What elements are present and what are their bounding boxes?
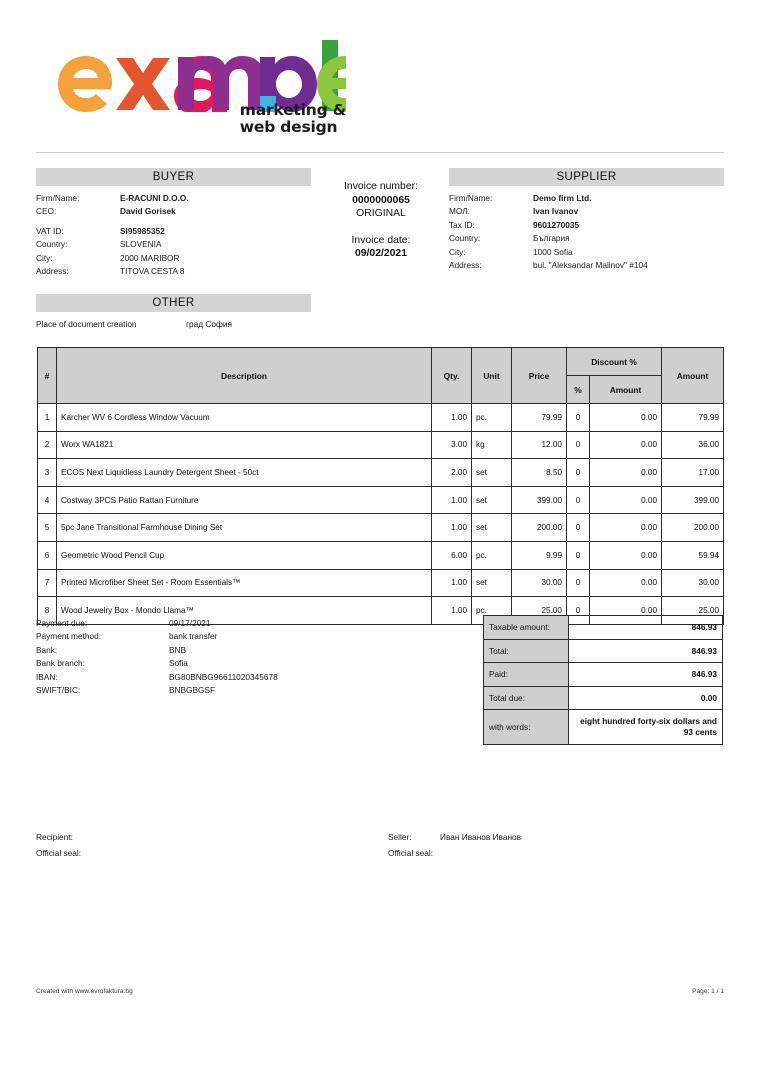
other-place-row bbox=[36, 319, 311, 329]
supplier-country-label: Country: bbox=[449, 233, 481, 244]
supplier-address-value: bul. "Aleksandar Malinov" #104 bbox=[533, 260, 648, 271]
totals-row-taxable bbox=[484, 616, 723, 640]
cell-qty: 2.00 bbox=[432, 459, 472, 487]
payment-branch-label: Bank branch: bbox=[36, 658, 85, 669]
invoice-date-label: Invoice date: bbox=[351, 234, 411, 246]
table-row bbox=[38, 569, 724, 597]
table-row bbox=[38, 486, 724, 514]
cell-discount-amount: 0.00 bbox=[590, 597, 662, 625]
col-header-amount: Amount bbox=[662, 348, 724, 404]
cell-discount-pct: 0 bbox=[567, 404, 590, 432]
line-items-body bbox=[38, 404, 724, 625]
col-header-description: Description bbox=[57, 348, 432, 404]
buyer-field-address bbox=[36, 265, 311, 278]
cell-discount-amount: 0.00 bbox=[590, 569, 662, 597]
cell-unit: set bbox=[472, 514, 512, 542]
payment-bank-label: Bank: bbox=[36, 644, 58, 655]
supplier-block bbox=[449, 168, 724, 272]
cell-qty: 1.00 bbox=[432, 404, 472, 432]
cell-amount: 59.94 bbox=[662, 541, 724, 569]
cell-num: 5 bbox=[38, 514, 57, 542]
supplier-mol-label: МОЛ: bbox=[449, 206, 471, 217]
payment-row-due bbox=[36, 617, 278, 630]
cell-qty: 1.00 bbox=[432, 514, 472, 542]
cell-discount-amount: 0.00 bbox=[590, 459, 662, 487]
cell-price: 12.00 bbox=[512, 431, 567, 459]
supplier-field-firm bbox=[449, 192, 724, 205]
cell-description: Costway 3PCS Patio Rattan Furniture bbox=[57, 486, 432, 514]
cell-unit: set bbox=[472, 486, 512, 514]
supplier-city-value: 1000 Sofia bbox=[533, 246, 573, 257]
payment-method-value: bank transfer bbox=[169, 631, 218, 642]
col-header-discount-group: Discount % bbox=[567, 348, 662, 376]
cell-amount: 17.00 bbox=[662, 459, 724, 487]
cell-amount: 399.00 bbox=[662, 486, 724, 514]
col-header-unit: Unit bbox=[472, 348, 512, 404]
cell-num: 2 bbox=[38, 431, 57, 459]
buyer-vat-label: VAT ID: bbox=[36, 225, 64, 236]
cell-description: Karcher WV 6 Cordless Window Vacuum bbox=[57, 404, 432, 432]
totals-row-paid bbox=[484, 663, 723, 687]
seller-value: Иван Иванов Иванов bbox=[440, 832, 522, 842]
other-heading: OTHER bbox=[36, 294, 311, 312]
invoice-date-value: 09/02/2021 bbox=[354, 248, 407, 260]
buyer-country-value: SLOVENIA bbox=[120, 239, 162, 250]
cell-discount-amount: 0.00 bbox=[590, 541, 662, 569]
line-items-head bbox=[38, 348, 724, 404]
cell-discount-amount: 0.00 bbox=[590, 514, 662, 542]
cell-description: Geometric Wood Pencil Cup bbox=[57, 541, 432, 569]
line-items-table bbox=[37, 347, 724, 625]
payment-branch-value: Sofia bbox=[169, 658, 188, 669]
buyer-heading: BUYER bbox=[36, 168, 311, 186]
other-block bbox=[36, 294, 311, 329]
cell-unit: pc. bbox=[472, 404, 512, 432]
payment-row-bank bbox=[36, 644, 278, 657]
buyer-city-label: City: bbox=[36, 252, 53, 263]
cell-num: 6 bbox=[38, 541, 57, 569]
buyer-firm-label: Firm/Name: bbox=[36, 193, 80, 203]
col-header-qty: Qty. bbox=[432, 348, 472, 404]
cell-discount-pct: 0 bbox=[567, 514, 590, 542]
buyer-ceo-label: CEO: bbox=[36, 206, 57, 217]
cell-discount-pct: 0 bbox=[567, 597, 590, 625]
supplier-taxid-value: 9601270035 bbox=[533, 219, 580, 230]
cell-discount-pct: 0 bbox=[567, 569, 590, 597]
col-header-discount-pct: % bbox=[567, 376, 590, 404]
payment-iban-value: BG80BNBG96611020345678 bbox=[169, 671, 278, 682]
totals-table bbox=[483, 615, 723, 745]
cell-price: 79.99 bbox=[512, 404, 567, 432]
supplier-field-city bbox=[449, 246, 724, 259]
buyer-city-value: 2000 MARIBOR bbox=[120, 252, 180, 263]
buyer-country-label: Country: bbox=[36, 239, 68, 250]
cell-price: 200.00 bbox=[512, 514, 567, 542]
buyer-block bbox=[36, 168, 311, 278]
buyer-vat-value: SI95985352 bbox=[120, 225, 165, 236]
supplier-city-label: City: bbox=[449, 246, 466, 257]
totals-due-label: Total due: bbox=[484, 686, 569, 710]
payment-swift-value: BNBGBGSF bbox=[169, 685, 216, 696]
cell-discount-pct: 0 bbox=[567, 486, 590, 514]
buyer-address-label: Address: bbox=[36, 266, 69, 277]
cell-unit: set bbox=[472, 569, 512, 597]
cell-discount-pct: 0 bbox=[567, 431, 590, 459]
cell-qty: 1.00 bbox=[432, 597, 472, 625]
invoice-meta-spacer bbox=[318, 221, 444, 234]
cell-num: 8 bbox=[38, 597, 57, 625]
supplier-firm-label: Firm/Name: bbox=[449, 193, 493, 203]
seller-row bbox=[388, 830, 521, 846]
cell-description: Wood Jewelry Box - Mondo Llama™ bbox=[57, 597, 432, 625]
recipient-label: Recipient: bbox=[36, 832, 73, 842]
totals-words-value: eight hundred forty-six dollars and 93 cents bbox=[569, 710, 723, 745]
cell-amount: 30.00 bbox=[662, 569, 724, 597]
cell-price: 399.00 bbox=[512, 486, 567, 514]
supplier-field-address bbox=[449, 259, 724, 272]
seller-seal-label: Official seal: bbox=[388, 847, 434, 858]
buyer-field-vat bbox=[36, 225, 311, 238]
table-row bbox=[38, 404, 724, 432]
cell-amount: 25.00 bbox=[662, 597, 724, 625]
payment-bank-value: BNB bbox=[169, 644, 187, 655]
payment-iban-label: IBAN: bbox=[36, 671, 58, 682]
recipient-seal-label: Official seal: bbox=[36, 847, 82, 858]
buyer-address-value: TITOVA CESTA 8 bbox=[120, 266, 185, 277]
logo-tagline-line2: web design bbox=[239, 118, 338, 137]
cell-num: 1 bbox=[38, 404, 57, 432]
header-row-main bbox=[38, 348, 724, 376]
totals-row-due bbox=[484, 686, 723, 710]
buyer-field-firm bbox=[36, 192, 311, 205]
seller-signature-block bbox=[388, 830, 521, 861]
table-row bbox=[38, 541, 724, 569]
cell-num: 3 bbox=[38, 459, 57, 487]
buyer-fields bbox=[36, 192, 311, 278]
totals-row-total bbox=[484, 639, 723, 663]
cell-description: 5pc Jane Transitional Farmhouse Dining Set bbox=[57, 514, 432, 542]
recipient-seal-row bbox=[36, 846, 88, 862]
seller-seal-row bbox=[388, 846, 521, 862]
cell-qty: 1.00 bbox=[432, 569, 472, 597]
cell-discount-amount: 0.00 bbox=[590, 486, 662, 514]
col-header-discount-amount: Amount bbox=[590, 376, 662, 404]
cell-unit: kg bbox=[472, 431, 512, 459]
cell-discount-pct: 0 bbox=[567, 459, 590, 487]
buyer-ceo-value: David Gorisek bbox=[120, 206, 176, 217]
supplier-field-country bbox=[449, 232, 724, 245]
cell-qty: 6.00 bbox=[432, 541, 472, 569]
invoice-copy-type: ORIGINAL bbox=[356, 208, 406, 220]
totals-taxable-value: 846.93 bbox=[569, 616, 723, 640]
invoice-meta bbox=[318, 180, 444, 261]
logo-tagline-line1: marketing & bbox=[239, 101, 346, 119]
cell-qty: 3.00 bbox=[432, 431, 472, 459]
payment-row-branch bbox=[36, 657, 278, 670]
col-header-num: # bbox=[38, 348, 57, 404]
cell-qty: 1.00 bbox=[432, 486, 472, 514]
cell-unit: set bbox=[472, 459, 512, 487]
supplier-fields bbox=[449, 192, 724, 272]
table-row bbox=[38, 514, 724, 542]
supplier-field-taxid bbox=[449, 219, 724, 232]
table-row bbox=[38, 431, 724, 459]
invoice-number-value: 0000000065 bbox=[352, 194, 410, 206]
totals-paid-value: 846.93 bbox=[569, 663, 723, 687]
payment-row-swift bbox=[36, 684, 278, 697]
totals-total-label: Total: bbox=[484, 639, 569, 663]
buyer-field-city bbox=[36, 252, 311, 265]
cell-discount-pct: 0 bbox=[567, 541, 590, 569]
col-header-price: Price bbox=[512, 348, 567, 404]
buyer-field-country bbox=[36, 238, 311, 251]
supplier-address-label: Address: bbox=[449, 260, 482, 271]
footer-page-number: Page: 1 / 1 bbox=[692, 988, 724, 995]
supplier-firm-value: Demo firm Ltd. bbox=[533, 193, 592, 203]
cell-amount: 36.00 bbox=[662, 431, 724, 459]
totals-taxable-label: Taxable amount: bbox=[484, 616, 569, 640]
other-place-label: Place of document creation bbox=[36, 319, 137, 329]
cell-description: ECOS Next Liquidless Laundry Detergent Sheet - 50ct bbox=[57, 459, 432, 487]
supplier-heading: SUPPLIER bbox=[449, 168, 724, 186]
cell-discount-amount: 0.00 bbox=[590, 431, 662, 459]
payment-row-method bbox=[36, 630, 278, 643]
header-divider bbox=[36, 152, 724, 153]
cell-num: 7 bbox=[38, 569, 57, 597]
totals-due-value: 0.00 bbox=[569, 686, 723, 710]
supplier-mol-value: Ivan Ivanov bbox=[533, 206, 579, 217]
company-logo bbox=[56, 40, 346, 145]
payment-due-value: 09/17/2021 bbox=[169, 618, 211, 628]
cell-description: Worx WA1821 bbox=[57, 431, 432, 459]
table-row bbox=[38, 459, 724, 487]
buyer-field-ceo bbox=[36, 205, 311, 218]
cell-amount: 200.00 bbox=[662, 514, 724, 542]
cell-price: 30.00 bbox=[512, 569, 567, 597]
cell-unit: pc. bbox=[472, 541, 512, 569]
payment-method-label: Payment method: bbox=[36, 631, 102, 642]
other-place-value: град София bbox=[186, 319, 232, 329]
payment-info-block bbox=[36, 617, 278, 697]
logo-tagline bbox=[240, 102, 346, 137]
cell-price: 9.99 bbox=[512, 541, 567, 569]
totals-row-words bbox=[484, 710, 723, 745]
seller-label: Seller: bbox=[388, 832, 412, 842]
cell-amount: 79.99 bbox=[662, 404, 724, 432]
supplier-field-mol bbox=[449, 205, 724, 218]
buyer-firm-value: E-RACUNI D.O.O. bbox=[120, 193, 189, 203]
cell-description: Printed Microfiber Sheet Set - Room Essentials™ bbox=[57, 569, 432, 597]
cell-discount-amount: 0.00 bbox=[590, 404, 662, 432]
totals-paid-label: Paid: bbox=[484, 663, 569, 687]
totals-total-value: 846.93 bbox=[569, 639, 723, 663]
invoice-number-label: Invoice number: bbox=[344, 181, 418, 192]
supplier-taxid-label: Tax ID: bbox=[449, 219, 475, 230]
payment-row-iban bbox=[36, 671, 278, 684]
supplier-country-value: България bbox=[533, 233, 570, 244]
cell-unit: pc. bbox=[472, 597, 512, 625]
totals-words-label: with words: bbox=[484, 710, 569, 745]
cell-num: 4 bbox=[38, 486, 57, 514]
recipient-signature-block bbox=[36, 830, 88, 861]
recipient-row bbox=[36, 830, 88, 846]
footer-created-with: Created with www.evrofaktura.bg bbox=[36, 988, 133, 995]
cell-price: 25.00 bbox=[512, 597, 567, 625]
payment-due-label: Payment due: bbox=[36, 618, 88, 628]
payment-swift-label: SWIFT/BIC: bbox=[36, 685, 81, 696]
cell-price: 8.50 bbox=[512, 459, 567, 487]
